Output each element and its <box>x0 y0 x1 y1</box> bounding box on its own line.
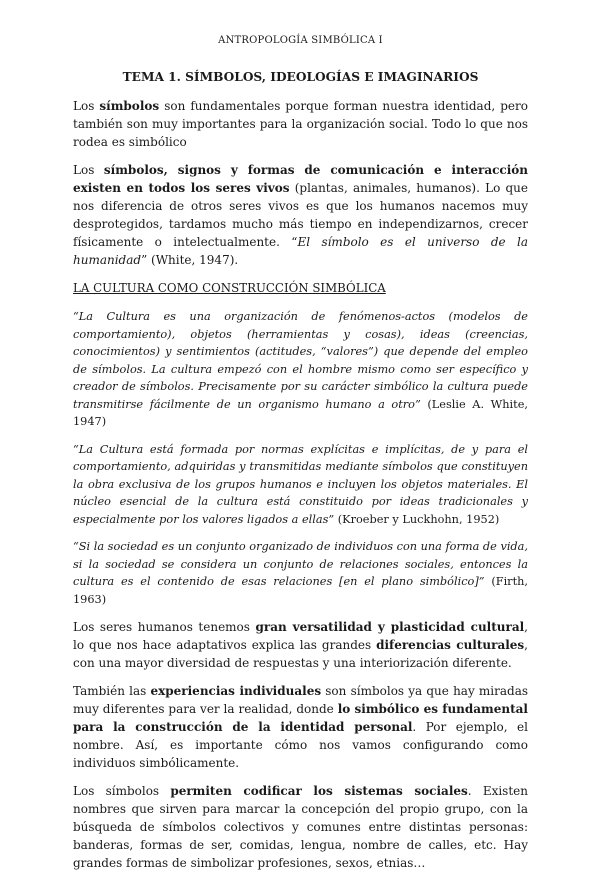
text-run: (plantas, animales, humanos). Lo que nos diferencia de otros seres vivos es que los humanos nacemos muy desprotegidos, tardamos mucho más tiempo en independizarnos, crecer físicamente o intelectualmente. “ <box>73 181 528 249</box>
text-run: ” (White, 1947). <box>141 253 239 267</box>
bold-run: lo simbólico es fundamental para la construcción de la identidad personal <box>73 702 528 734</box>
bold-run: diferencias culturales <box>376 638 525 652</box>
bold-run: permiten codificar los sistemas sociales <box>170 784 468 798</box>
paragraph-simbolos <box>73 97 528 151</box>
text-run: También las <box>73 684 151 698</box>
text-run: Los seres humanos tenemos <box>73 620 256 634</box>
paragraph-experiencias <box>73 682 528 772</box>
text-run: Los <box>73 99 100 113</box>
bold-run: gran versatilidad y plasticidad cultural <box>255 620 525 634</box>
italic-run: “Si la sociedad es un conjunto organizado de individuos con una forma de vida, si la sociedad se considera un conjunto de relaciones sociales, entonces la cultura es el contenido de esas relaciones [en el plano simbólico]” <box>73 540 528 588</box>
text-run: son símbolos ya que hay miradas muy diferentes para ver la realidad, donde <box>73 684 529 716</box>
citation: (Leslie A. White, 1947) <box>73 397 528 428</box>
page-header: ANTROPOLOGÍA SIMBÓLICA I <box>218 35 383 46</box>
citation: (Kroeber y Luckhohn, 1952) <box>334 512 500 526</box>
quote-white <box>73 308 528 431</box>
text-run: , lo que nos hace adaptativos explica las grandes <box>73 620 528 652</box>
italic-run: “La Cultura está formada por normas explícitas e implícitas, de y para el comportamiento, adquiridas y transmitidas mediante símbolos que constituyen la obra exclusiva de los grupos humanos e incluyen los objetos materiales. El núcleo esencial de la cultura está constituido por ideas tradicionales y especialmente por los valores ligados a ellas” <box>73 442 528 526</box>
quote-firth <box>73 538 528 608</box>
italic-run: El símbolo es el universo de la humanidad <box>73 235 528 267</box>
paragraph-codificar <box>73 782 528 872</box>
text-run: Los <box>73 163 104 177</box>
text-run: son fundamentales porque forman nuestra identidad, pero también son muy importantes para la organización social. Todo lo que nos rodea es simbólico <box>73 99 528 149</box>
bold-run: símbolos, signos y formas de comunicación e interacción existen en todos los seres vivos <box>73 163 528 195</box>
text-run: . Existen nombres que sirven para marcar la concepción del propio grupo, con la búsqueda de símbolos colectivos y comunes entre distintas personas: banderas, formas de ser, comidas, lengua, nombre de calles, etc. Hay grandes formas de simbolizar profesiones, sexos, etnias… <box>73 784 528 870</box>
text-run: . Por ejemplo, el nombre. Así, es importante cómo nos vamos configurando como individuos simbólicamente. <box>73 720 528 770</box>
italic-run: “La Cultura es una organización de fenómenos-actos (modelos de comportamiento), objetos (herramientas y cosas), ideas (creencias, conocimientos) y sentimientos (actitudes, “valores”) que depende del empleo de símbolos. La cultura empezó con el hombre mismo como ser específico y creador de símbolos. Precisamente por su carácter simbólico la cultura puede transmitirse fácilmente de un organismo humano a otro” <box>73 310 528 411</box>
text-run: , con una mayor diversidad de respuestas y una interiorización diferente. <box>73 638 528 670</box>
bold-run: experiencias individuales <box>150 684 322 698</box>
quote-kroeber <box>73 441 528 529</box>
bold-run: símbolos <box>99 99 160 113</box>
paragraph-versatilidad <box>73 618 528 672</box>
document-title: TEMA 1. SÍMBOLOS, IDEOLOGÍAS E IMAGINARIOS <box>122 70 479 84</box>
citation: (Firth, 1963) <box>73 575 528 606</box>
text-run: Los símbolos <box>73 784 171 798</box>
section-heading: LA CULTURA COMO CONSTRUCCIÓN SIMBÓLICA <box>73 281 386 295</box>
paragraph-seres-vivos <box>73 161 528 269</box>
